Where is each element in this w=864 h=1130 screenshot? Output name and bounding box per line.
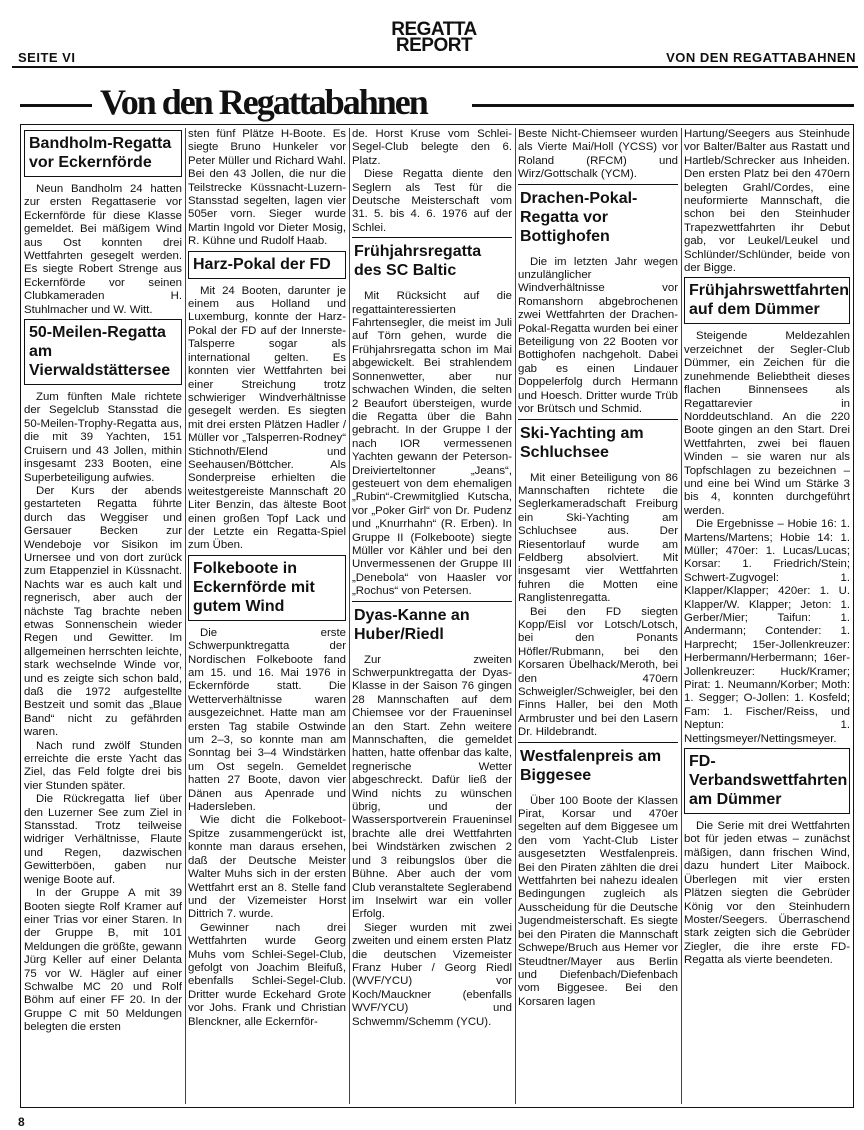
article-paragraph: Sieger wurden mit zwei zweiten und einem ersten Platz die deutschen Vizemeister Franz Huber / Georg Riedl (WVF/YCU) vor Koch/Mauckner (ebenfalls WVF/YCU) und Schwemm/Schemm (YCU). [352, 921, 512, 1028]
article-paragraph: Diese Regatta diente den Seglern als Test für die Deutsche Meisterschaft vom 31. 5. bis 4. 6. 1976 auf der Schlei. [352, 168, 512, 234]
column-divider [681, 128, 682, 1104]
article-heading: Harz-Pokal der FD [188, 251, 346, 279]
page-label: SEITE VI [18, 50, 76, 65]
article-paragraph: Über 100 Boote der Klassen Pirat, Korsar und 470er segelten auf dem Biggesee um den vom Yacht-Club Lister ausgesetzten Westfalenpreis. Bei den Piraten zählten die drei Wettfahrten bei nahezu idealen Bedingungen zugleich als Ausscheidung für die Deutsche Jugendmeisterschaft. Es siegte bei den Piraten die Mannschaft Schwepe/Bruch aus Hemer vor Steudtner/Mayer aus Berlin und Diefenbach/Diefenbach vom Biggesee. Bei den Korsaren lagen [518, 794, 678, 1008]
article-heading: 50-Meilen-Regatta am Vierwaldstättersee [24, 319, 182, 385]
article-paragraph: Bei den FD siegten Kopp/Eisl vor Lotsch/Lotsch, bei den Ponants Höfler/Rubmann, bei den Korsaren Übelhack/Meroth, bei den 470ern Schweigler/Schweigler, bei den Finns Haller, bei den Moth Armbruster und bei den Lasern Dr. Hildebrandt. [518, 605, 678, 739]
article-paragraph: Gewinner nach drei Wettfahrten wurde Georg Muhs vom Schlei-Segel-Club, gefolgt von Joachim Bleifuß, ebenfalls Schlei-Segel-Club. Dritter wurde Eckehard Grote vor Johs. Frank und Christian Blenckner, alle Eckernför- [188, 921, 346, 1028]
column-3 [352, 128, 512, 1104]
article-heading: Bandholm-Regatta vor Eckernförde [24, 130, 182, 177]
article-heading: Drachen-Pokal-Regatta vor Bottighofen [518, 184, 678, 250]
article-heading: Ski-Yachting am Schluchsee [518, 419, 678, 466]
page-number: 8 [18, 1115, 25, 1129]
column-5 [684, 128, 850, 1104]
article-heading: FD-Verbandswettfahrten am Dümmer [684, 748, 850, 814]
article-heading: Frühjahrswettfahrten auf dem Dümmer [684, 277, 850, 324]
article-paragraph: Hartung/Seegers aus Steinhude vor Balter/Balter aus Rastatt und Hartleb/Schrecker aus Inheiden. Den ersten Platz bei den 470ern belegten Grahl/Cordes, eine neuformierte Mannschaft, die schon bei den Steinhuder Trapezwettfahrten ihr Debut gab, vor Leukel/Leukel und Schlünder/Schlünder, beide von der Bigge. [684, 128, 850, 275]
section-label: VON DEN REGATTABAHNEN [666, 50, 856, 65]
article-paragraph: Die im letzten Jahr wegen unzulänglicher Windverhältnisse vor Romanshorn abgebrochenen zwei Wettfahrten der Drachen-Pokal-Regatta wurden bei einer Beteiligung von 22 Booten vor Bottighofen nachgeholt. Dabei gab es einen Lindauer Doppelerfolg durch Hermann und Hoesch. Dritter wurde Trüb vor Brütsch und Schmid. [518, 255, 678, 416]
article-paragraph: Beste Nicht-Chiemseer wurden als Vierte Mai/Holl (YCSS) vor Roland (RFCM) und Wirz/Gottschalk (YCM). [518, 128, 678, 181]
article-paragraph: de. Horst Kruse vom Schlei-Segel-Club belegte den 6. Platz. [352, 128, 512, 167]
regatta-report-logo: REGATTA REPORT [391, 19, 477, 56]
article-paragraph: In der Gruppe A mit 39 Booten siegte Rolf Kramer auf einer Trias vor einer Staren. In der Gruppe B, mit 101 Meldungen die größte, gewann Jürg Keller auf einer Delanta 75 vor W. Hägler auf einer Schwalbe MC 20 und Rolf Böhm auf einer FF 20. In der Gruppe C mit 50 Meldungen belegten die ersten [24, 887, 182, 1034]
article-paragraph: Nach rund zwölf Stunden erreichte die erste Yacht das Ziel, das Feld folgte drei bis vier Stunden später. [24, 739, 182, 792]
article-paragraph: Die Rückregatta lief über den Luzerner See zum Ziel in Stansstad. Trotz teilweise widriger Verhältnisse, Flaute und Regen, dazwischen Gewitterböen, gaben nur wenige Boote auf. [24, 793, 182, 886]
article-paragraph: Die Serie mit drei Wettfahrten bot für jeden etwas – zunächst mäßigen, dann frischen Wind, dazu hundert Liter Maibock. Überlegen mit vier ersten Plätzen siegten die Gebrüder König vor den Steinhudern Moster/Seegers. Überraschend stark zeigten sich die Gebrüder Ziegler, die ihre erste FD-Regatta als vierte beendeten. [684, 820, 850, 967]
article-heading: Folkeboote in Eckernförde mit gutem Wind [188, 555, 346, 621]
main-title-bar [20, 84, 854, 120]
article-paragraph: Die erste Schwerpunktregatta der Nordischen Folkeboote fand am 15. und 16. Mai 1976 in Eckernförde statt. Die Wetterverhältnisse waren ausgezeichnet. Hatte man am ersten Tag stabile Ostwinde um 2–3, so konnte man am Sonntag bei 3–4 Windstärken um Ost segeln. Gemeldet hatten 27 Boote, davon vier Dänen aus Apenrade und Hadersleben. [188, 626, 346, 814]
article-paragraph: Steigende Meldezahlen verzeichnet der Segler-Club Dümmer, ein Zeichen für die zunehmende Beliebtheit dieses flachen Binnensees als Regattarevier in Norddeutschland. An die 220 Boote gingen an den Start. Drei Wettfahrten, zwei bei flauen Winden – sie waren nur als Topfschlagen zu bezeichnen – und eine bei Wind um Stärke 3 bis 4, konnten durchgeführt werden. [684, 330, 850, 517]
article-heading: Dyas-Kanne an Huber/Riedl [352, 601, 512, 648]
article-heading: Frühjahrsregatta des SC Baltic [352, 237, 512, 284]
column-4 [518, 128, 678, 1104]
article-paragraph: Mit Rücksicht auf die regattainteressierten Fahrtensegler, die meist im Juli auf Törn gehen, wurde die Frühjahrsregatta schon im Mai abgewickelt. Bei strahlendem Sonnenwetter, aber nur schwachen Winden, die selten 2 Beaufort übersteigen, wurde die Regatta über die Bahn gebracht. In der Gruppe I der nach IOR vermessenen Yachten gewann der Peterson-Dreivierteltonner „Jeans“, gesteuert von dem ehemaligen „Rubin“-Crewmitglied Kutscha, vor „Poker Girl“ von Dr. Pudenz und „Knurrhahn“ (R. Erben). In Gruppe II (Folkeboote) siegte Müller vor Kähler und bei den Unvermessenen der Gruppe III „Denebola“ von Haasler vor „Rochus“ von Petersen. [352, 290, 512, 598]
article-paragraph: Die Ergebnisse – Hobie 16: 1. Martens/Martens; Hobie 14: 1. Müller; 470er: 1. Lucas/Lucas; Korsar: 1. Friedrich/Stein; Schwert-Zugvogel: 1. Klapper/Klapper; 420er: 1. U. Klapper/W. Klapper; Jeton: 1. Gerber/Mier; Taifun: 1. Andermann; Contender: 1. Harprecht; 15er-Jollenkreuzer: Herbermann/Herbermann; 16er-Jollenkreuzer: Huck/Kramer; Pirat: 1. Neumann/Korber; Moth: 1. Segger; O-Jollen: 1. Kosfeld; Fam: 1. Fischer/Reiss, und Neptun: 1. Nettingsmeyer/Nettingsmeyer. [684, 518, 850, 745]
article-paragraph: Zum fünften Male richtete der Segelclub Stansstad die 50-Meilen-Trophy-Regatta aus, die mit 39 Yachten, 151 Cruisern und 43 Jollen, mithin insgesamt 233 Booten, eine Superbeteiligung aufwies. [24, 391, 182, 484]
column-2 [188, 128, 346, 1104]
article-paragraph: Der Kurs der abends gestarteten Regatta führte durch das Weggiser und Gersauer Becken zur Wendeboje vor Sisikon im Urnersee und von dort zurück zum Etappenziel in Küssnacht. Nachts war es auch kalt und regnerisch, aber auch der nächste Tag brachte neben etwas Sonnenschein wieder Regen und Gewitter. Im allgemeinen herrschten leichte, stark wechselnde Winde vor, und es zeigte sich schon bald, daß die 1972 aufgestellte Bestzeit und somit das „Blaue Band“ nicht zu gefährden waren. [24, 484, 182, 739]
column-divider [349, 128, 350, 1104]
article-paragraph: Mit 24 Booten, darunter je einem aus Holland und Luxemburg, konnte der Harz-Pokal der FD auf der Innerste-Talsperre sogar als international gelten. Es konnten vier Wettfahrten bei einer Streichung trotz schwieriger Windverhältnisse gesegelt werden. Es siegten mit drei ersten Plätzen Hadler / Müller vor „Talsperren-Rodney“ Stichnoth/Elend und Seehausen/Böttcher. Als Sonderpreise erhielten die weitestgereiste Mannschaft 20 Liter Benzin, das älteste Boot einen großen Topf Lack und der Letzte ein Regatta-Spiel zum Üben. [188, 284, 346, 552]
column-1 [24, 128, 182, 1104]
column-divider [185, 128, 186, 1104]
title-rule-right [472, 104, 854, 107]
main-title: Von den Regattabahnen [100, 82, 427, 122]
title-rule-left [20, 104, 92, 107]
article-paragraph: Neun Bandholm 24 hatten zur ersten Regattaserie vor Eckernförde für diese Klasse gemeldet. Bei mäßigem Wind aus Ost konnten drei Wettfahrten gesegelt werden. Es siegte Robert Strenge aus Eckernförde vor seinen Clubkameraden H. Stuhlmacher und W. Witt. [24, 183, 182, 316]
article-paragraph: Mit einer Beteiligung von 86 Mannschaften richtete die Seglerkameradschaft Freiburg ein Ski-Yachting am Schluchsee aus. Der Riesentorlauf wurde am Feldberg absolviert. Mit insgesamt vier Wettfahrten fuhren die Motten eine Ranglistenregatta. [518, 471, 678, 605]
column-divider [515, 128, 516, 1104]
article-paragraph: Zur zweiten Schwerpunktregatta der Dyas-Klasse in der Saison 76 gingen 28 Mannschaften auf dem Chiemsee vor der Fraueninsel an den Start. Zehn weitere Mannschaften, die gemeldet hatten, hatte offenbar das kalte, regnerische Wetter abgeschreckt. Dafür ließ der Wind nichts zu wünschen übrig, und der Wassersportverein Fraueninsel brachte alle drei Wettfahrten bei Windstärken zwischen 2 und 3 reibungslos über die Bühne. Aber auch der vom Club veranstaltete Seglerabend im Inselwirt war ein voller Erfolg. [352, 653, 512, 921]
article-paragraph: sten fünf Plätze H-Boote. Es siegte Bruno Hunkeler vor Peter Müller und Richard Wahl. Bei den 43 Jollen, die nur die Teilstrecke Küssnacht-Luzern-Stansstad segelten, lagen vier 505er vorn. Sieger wurde Martin Ingold vor Dieter Mosig, R. Kühne und Rudolf Haab. [188, 128, 346, 248]
article-heading: Westfalenpreis am Biggesee [518, 742, 678, 789]
header-divider [12, 66, 858, 68]
article-paragraph: Wie dicht die Folkeboot-Spitze zusammengerückt ist, konnte man daraus ersehen, daß der Deutsche Meister Walter Muhs sich in der ersten Wettfahrt erst an 8. Stelle fand und der Vizemeister Horst Dittrich 7. wurde. [188, 814, 346, 921]
